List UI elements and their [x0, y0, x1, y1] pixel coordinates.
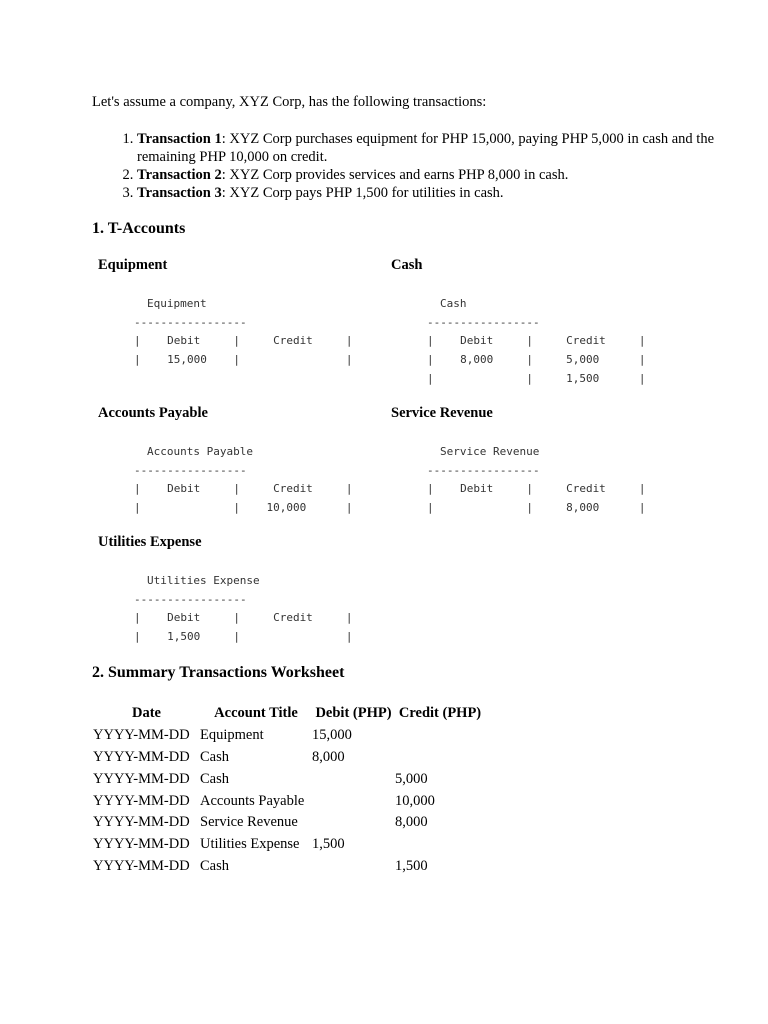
- account-heading: Cash: [391, 257, 423, 273]
- table-row: [93, 768, 485, 790]
- transaction-label: Transaction 3: [137, 185, 222, 201]
- cell-debit: 8,000: [312, 748, 345, 765]
- t-account-row: | Debit | Credit |: [134, 334, 353, 347]
- t-account-divider: -----------------: [427, 316, 540, 329]
- cell-credit: 1,500: [395, 857, 428, 874]
- cell-date: YYYY-MM-DD: [93, 836, 190, 853]
- cell-debit: 1,500: [312, 836, 345, 853]
- cell-account: Cash: [200, 857, 229, 874]
- table-row: [93, 834, 485, 856]
- transaction-text: : XYZ Corp pays PHP 1,500 for utilities in cash.: [221, 185, 504, 201]
- cell-credit: [395, 725, 485, 747]
- table-row: [93, 725, 485, 747]
- cell-debit: [312, 768, 395, 790]
- cell-account: Service Revenue: [200, 814, 298, 831]
- t-account-row: | Debit | Credit |: [134, 611, 353, 624]
- worksheet-table: [93, 703, 485, 877]
- t-account-row: | Debit | Credit |: [427, 482, 646, 495]
- t-account-row: | | 1,500 |: [427, 372, 646, 385]
- transaction-label: Transaction 1: [137, 131, 222, 147]
- t-account-name: Service Revenue: [440, 445, 540, 458]
- account-heading: Utilities Expense: [98, 534, 202, 550]
- t-account-name: Utilities Expense: [147, 574, 260, 587]
- t-account-divider: -----------------: [134, 316, 247, 329]
- cell-account: Utilities Expense: [200, 836, 300, 853]
- list-item: [137, 130, 717, 166]
- transaction-text: : XYZ Corp provides services and earns PHP 8,000 in cash.: [221, 167, 569, 183]
- table-row: [93, 790, 485, 812]
- transaction-label: Transaction 2: [137, 167, 222, 183]
- column-header-credit: Credit (PHP): [398, 705, 482, 722]
- cell-account: Cash: [200, 748, 229, 765]
- table-row: [93, 747, 485, 769]
- transaction-list: [92, 130, 717, 202]
- column-header-account-title: Account Title: [214, 705, 298, 722]
- cell-credit: [395, 747, 485, 769]
- t-account-divider: -----------------: [134, 464, 247, 477]
- section-title-worksheet: 2. Summary Transactions Worksheet: [92, 664, 345, 681]
- account-heading: Accounts Payable: [98, 405, 208, 421]
- t-account-row: | Debit | Credit |: [134, 482, 353, 495]
- cell-account: Equipment: [200, 727, 264, 744]
- cell-credit: 5,000: [395, 770, 428, 787]
- account-heading: Equipment: [98, 257, 168, 273]
- table-row: [93, 856, 485, 878]
- t-account-divider: -----------------: [427, 464, 540, 477]
- cell-credit: [395, 834, 485, 856]
- account-heading: Service Revenue: [391, 405, 493, 421]
- section-title-t-accounts: 1. T-Accounts: [92, 220, 186, 237]
- t-account-row: | Debit | Credit |: [427, 334, 646, 347]
- cell-debit: [312, 856, 395, 878]
- cell-debit: [312, 812, 395, 834]
- t-account-name: Accounts Payable: [147, 445, 253, 458]
- t-account-divider: -----------------: [134, 593, 247, 606]
- list-item: [137, 166, 717, 184]
- transaction-text: : XYZ Corp purchases equipment for PHP 15,000, paying PHP 5,000 in cash and the remaining PHP 10,000 on credit.: [137, 131, 715, 165]
- cell-date: YYYY-MM-DD: [93, 727, 190, 744]
- t-account-name: Equipment: [147, 297, 207, 310]
- cell-credit: 8,000: [395, 814, 428, 831]
- cell-account: Accounts Payable: [200, 792, 305, 809]
- cell-date: YYYY-MM-DD: [93, 770, 190, 787]
- list-item: [137, 184, 717, 202]
- column-header-debit: Debit (PHP): [315, 705, 392, 722]
- cell-date: YYYY-MM-DD: [93, 792, 190, 809]
- t-account-name: Cash: [440, 297, 467, 310]
- intro-text: Let's assume a company, XYZ Corp, has the following transactions:: [92, 94, 487, 110]
- t-account-row: | 1,500 | |: [134, 630, 353, 643]
- t-account-row: | | 10,000 |: [134, 501, 353, 514]
- cell-debit: [312, 790, 395, 812]
- table-header-row: [93, 703, 485, 725]
- table-row: [93, 812, 485, 834]
- cell-date: YYYY-MM-DD: [93, 814, 190, 831]
- cell-account: Cash: [200, 770, 229, 787]
- cell-debit: 15,000: [312, 727, 352, 744]
- t-account-row: | | 8,000 |: [427, 501, 646, 514]
- t-account-row: | 15,000 | |: [134, 353, 353, 366]
- column-header-date: Date: [132, 705, 161, 722]
- cell-credit: 10,000: [395, 792, 435, 809]
- t-account-row: | 8,000 | 5,000 |: [427, 353, 646, 366]
- cell-date: YYYY-MM-DD: [93, 748, 190, 765]
- cell-date: YYYY-MM-DD: [93, 857, 190, 874]
